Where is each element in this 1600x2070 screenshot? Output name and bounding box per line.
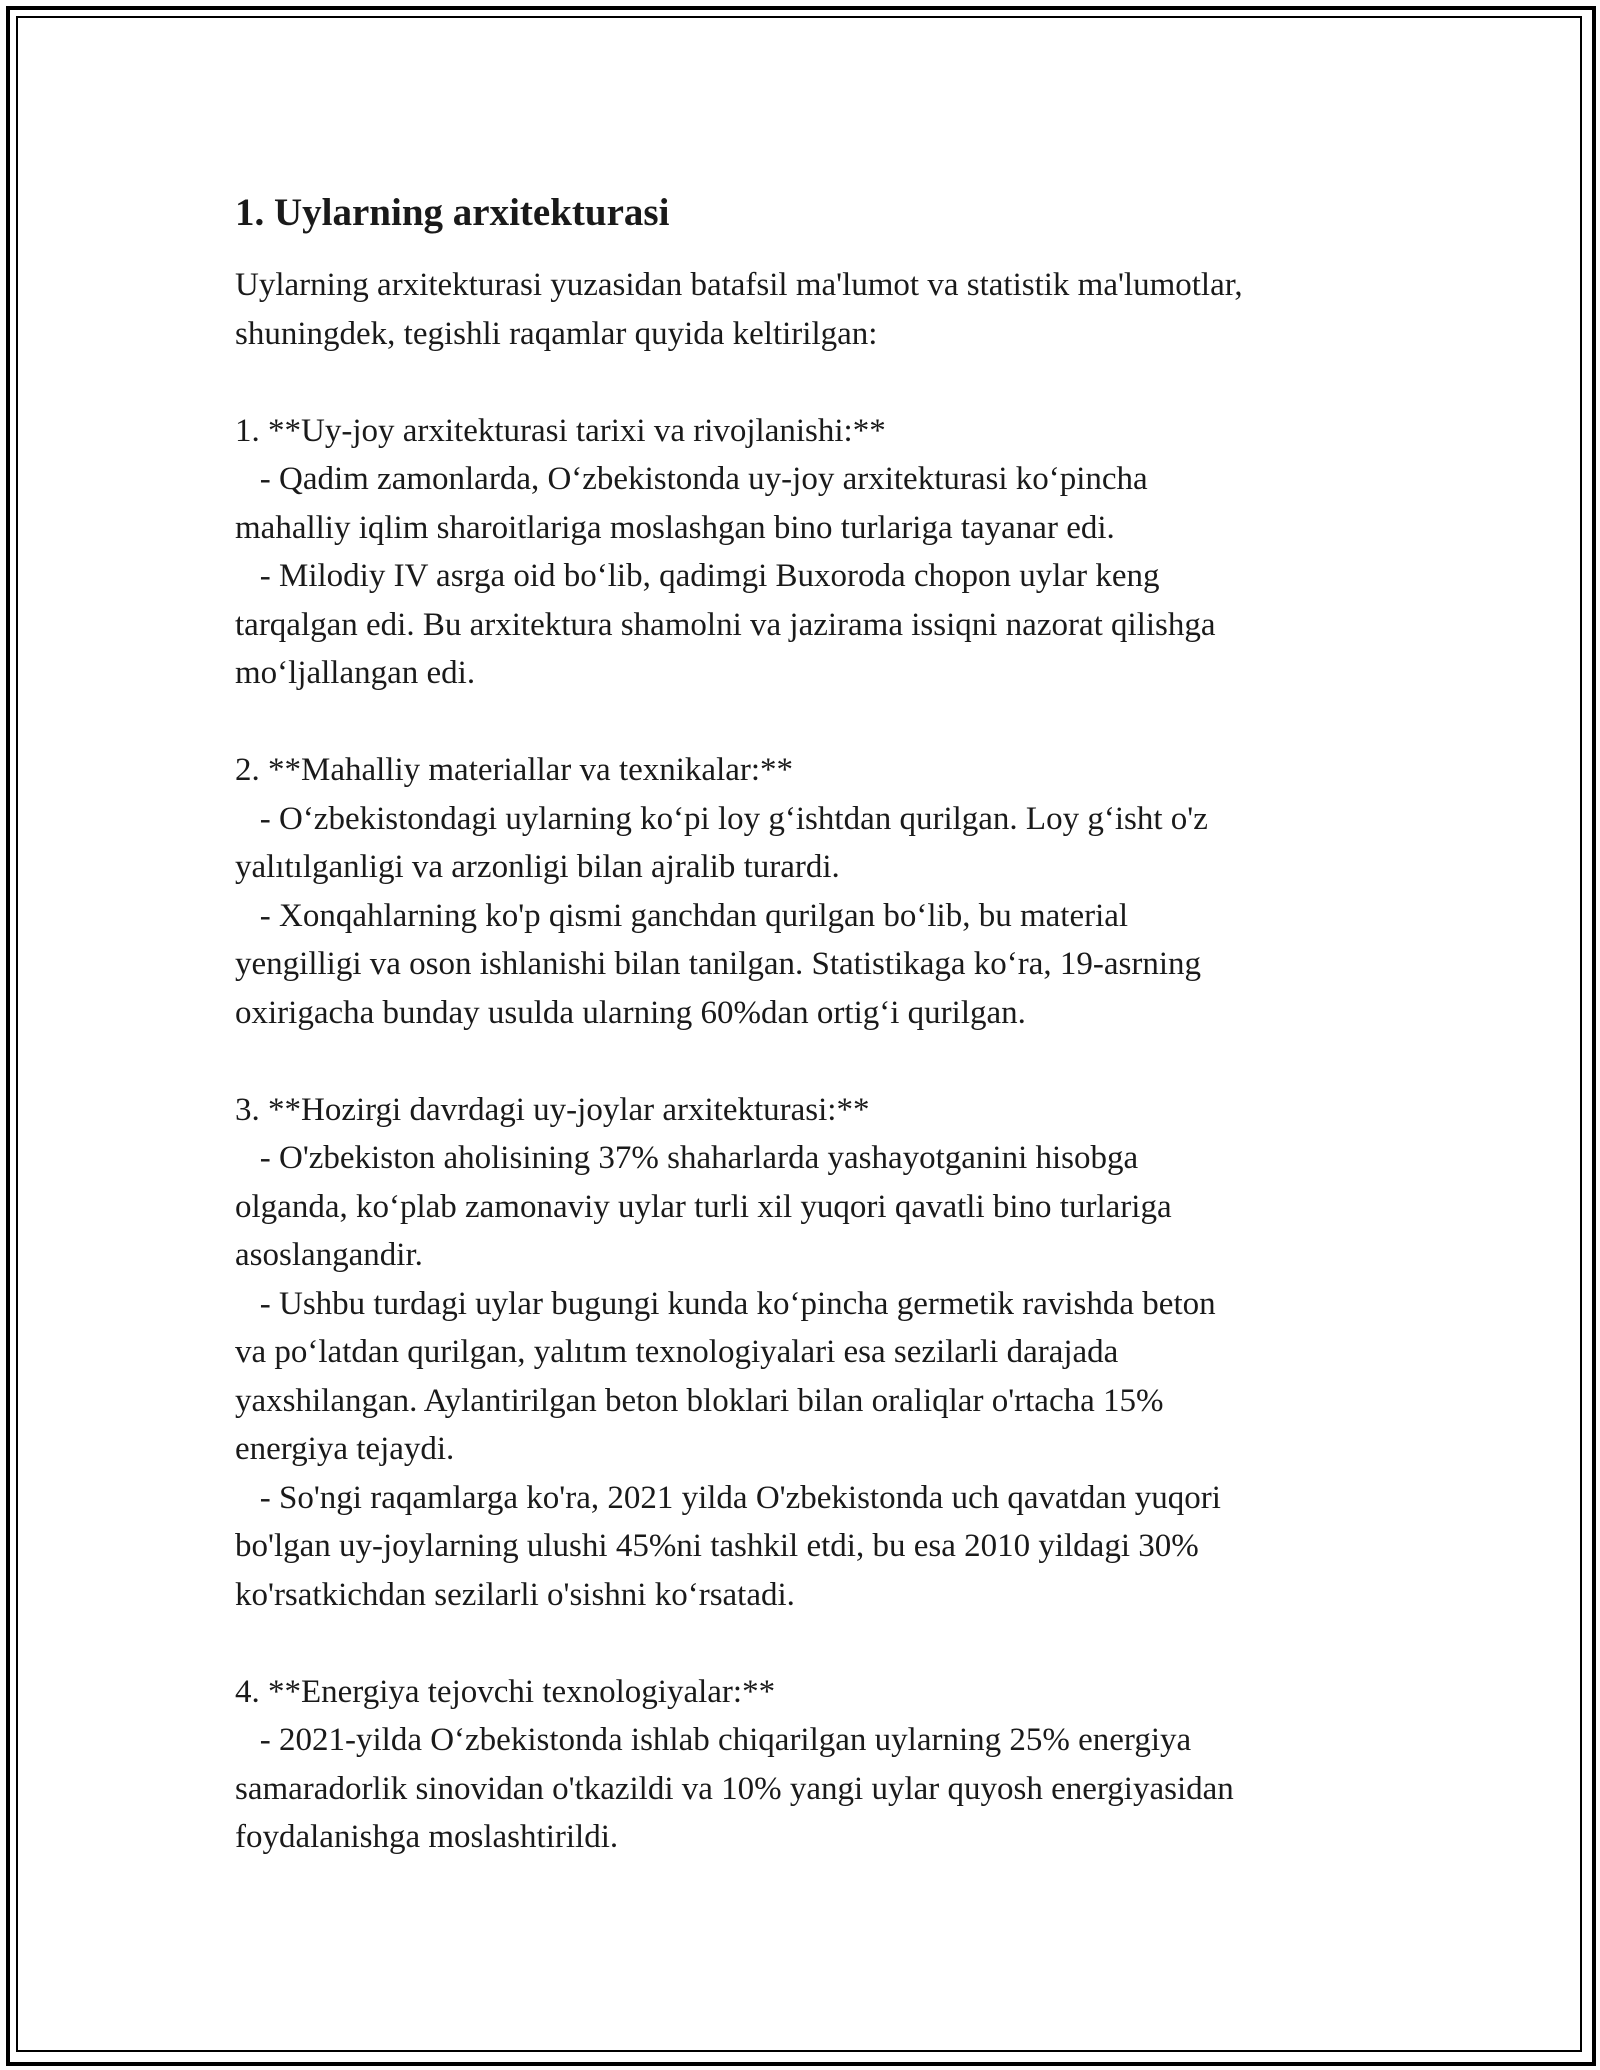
section-history: 1. **Uy-joy arxitekturasi tarixi va rivojlanishi:** - Qadim zamonlarda, O‘zbekistonda uy-joy arxitekturasi ko‘pincha mahalliy iqlim sharoitlariga moslashgan bino turlariga tayanar edi. - Milodiy IV asrga oid bo‘lib, qadimgi Buxoroda chopon uylar keng tarqalgan edi. Bu arxitektura shamolni va jazirama issiqni nazorat qilishga mo‘ljallangan edi. <box>235 412 1216 691</box>
intro-paragraph: Uylarning arxitekturasi yuzasidan batafsil ma'lumot va statistik ma'lumotlar, shuningdek, tegishli raqamlar quyida keltirilgan: <box>235 267 1243 352</box>
document-body <box>235 188 1375 1862</box>
section-local-materials: 2. **Mahalliy materiallar va texnikalar:** - O‘zbekistondagi uylarning ko‘pi loy g‘ishtdan qurilgan. Loy g‘isht o'z yalıtılganligi va arzonligi bilan ajralib turardi. - Xonqahlarning ko'p qismi ganchdan qurilgan bo‘lib, bu material yengilligi va oson ishlanishi bilan tanilgan. Statistikaga ko‘ra, 19-asrning oxirigacha bunday usulda ularning 60%dan ortig‘i qurilgan. <box>235 752 1208 1031</box>
section-modern-architecture: 3. **Hozirgi davrdagi uy-joylar arxitekturasi:** - O'zbekiston aholisining 37% shaharlarda yashayotganini hisobga olganda, ko‘plab zamonaviy uylar turli xil yuqori qavatli bino turlariga asoslangandir. - Ushbu turdagi uylar bugungi kunda ko‘pincha germetik ravishda beton va po‘latdan qurilgan, yalıtım texnologiyalari esa sezilarli darajada yaxshilangan. Aylantirilgan beton bloklari bilan oraliqlar o'rtacha 15% energiya tejaydi. - So'ngi raqamlarga ko'ra, 2021 yilda O'zbekistonda uch qavatdan yuqori bo'lgan uy-joylarning ulushi 45%ni tashkil etdi, bu esa 2010 yildagi 30% ko'rsatkichdan sezilarli o'sishni ko‘rsatadi. <box>235 1091 1221 1613</box>
section-energy-saving: 4. **Energiya tejovchi texnologiyalar:** - 2021-yilda O‘zbekistonda ishlab chiqarilgan uylarning 25% energiya samaradorlik sinovidan o'tkazildi va 10% yangi uylar quyosh energiyasidan foydalanishga moslashtirildi. <box>235 1673 1234 1855</box>
document-title: 1. Uylarning arxitekturasi <box>235 191 670 234</box>
